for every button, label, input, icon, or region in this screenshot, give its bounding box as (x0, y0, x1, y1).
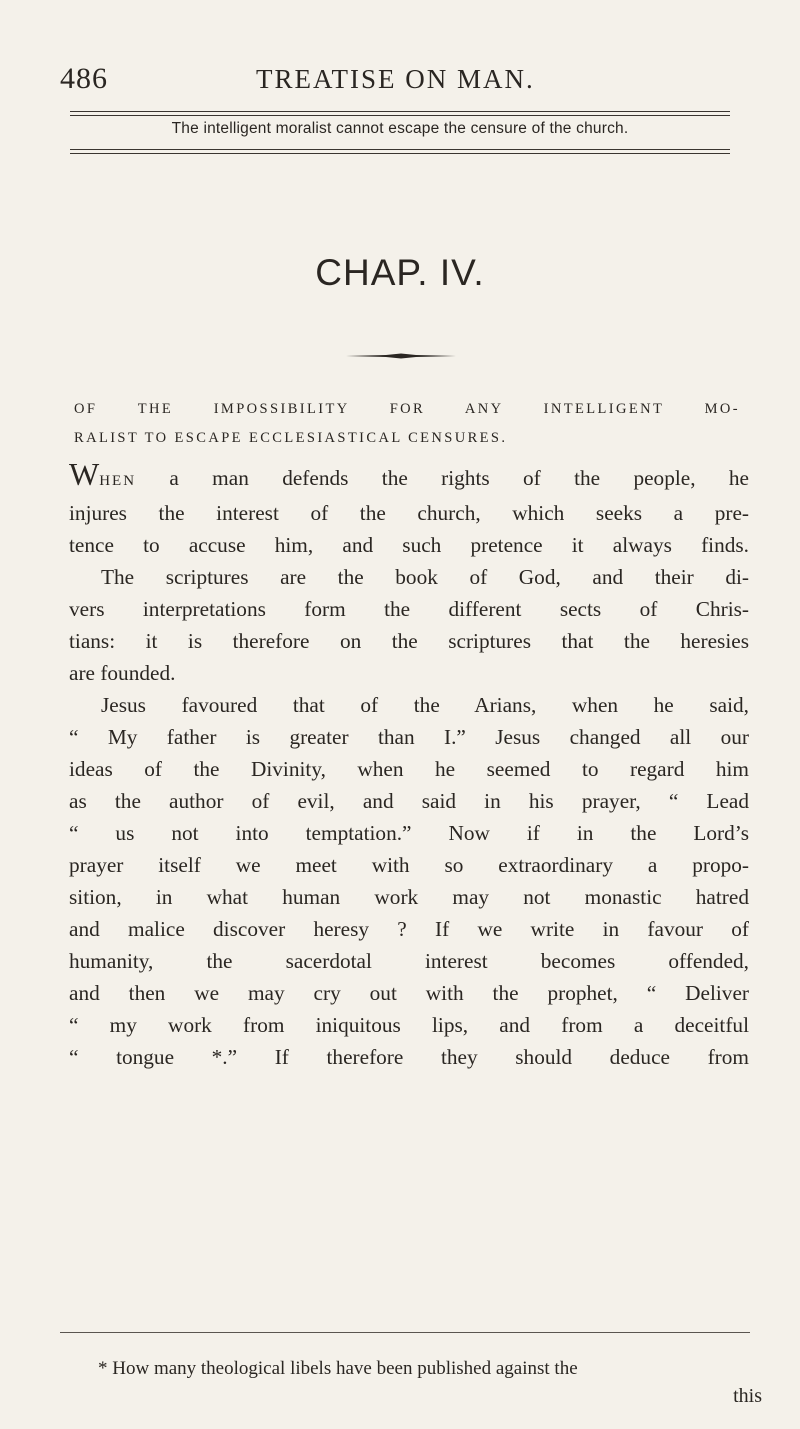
chapter-subtitle (74, 395, 740, 453)
summary-rule-top (70, 149, 730, 150)
body-line: tians: it is therefore on the scriptures that the heresies (69, 629, 749, 653)
body-text (69, 456, 749, 1073)
drop-cap: W (69, 456, 100, 492)
body-line: prayer itself we meet with so extraordinary a propo- (69, 853, 749, 877)
catchword: this (733, 1385, 762, 1407)
body-line: are founded. (69, 661, 176, 685)
header-rule-top (70, 111, 730, 112)
running-head (60, 62, 760, 102)
body-line: Jesus favoured that of the Arians, when he said, (101, 693, 749, 717)
summary-line: The intelligent moralist cannot escape the censure of the church. (171, 120, 629, 137)
body-line: “ My father is greater than I.” Jesus changed all our (69, 725, 749, 749)
body-line: ideas of the Divinity, when he seemed to regard him (69, 757, 749, 781)
footnote: * How many theological libels have been published against the (98, 1358, 578, 1379)
body-line: and malice discover heresy ? If we write in favour of (69, 917, 749, 941)
body-line: “ us not into temptation.” Now if in the Lord’s (69, 821, 749, 845)
body-line-first (69, 456, 749, 497)
summary-rule-bottom (70, 153, 730, 154)
paragraph-3 (69, 689, 749, 1073)
body-line: tence to accuse him, and such pretence it always finds. (69, 533, 749, 557)
body-line: as the author of evil, and said in his prayer, “ Lead (69, 789, 749, 813)
body-line: The scriptures are the book of God, and their di- (101, 565, 749, 589)
ornament-rule (346, 353, 456, 359)
first-line-text: a man defends the rights of the people, he (136, 466, 749, 490)
body-line: “ tongue *.” If therefore they should deduce from (69, 1045, 749, 1069)
body-line: sition, in what human work may not monastic hatred (69, 885, 749, 909)
footnote-rule (60, 1332, 750, 1333)
header-rule-top-inner (70, 115, 730, 116)
paragraph-2 (69, 561, 749, 689)
paragraph-1 (69, 456, 749, 561)
body-line: “ my work from iniquitous lips, and from a deceitful (69, 1013, 749, 1037)
body-line: injures the interest of the church, which seeks a pre- (69, 501, 749, 525)
body-line: humanity, the sacerdotal interest becomes offended, (69, 949, 749, 973)
chapter-title: CHAP. IV. (315, 252, 485, 293)
page-number: 486 (60, 62, 108, 95)
body-line: vers interpretations form the different sects of Chris- (69, 597, 749, 621)
subtitle-line: OF THE IMPOSSIBILITY FOR ANY INTELLIGENT MO- (74, 401, 740, 417)
body-line: and then we may cry out with the prophet, “ Deliver (69, 981, 749, 1005)
subtitle-line: RALIST TO ESCAPE ECCLESIASTICAL CENSURES. (74, 430, 508, 446)
book-title: TREATISE ON MAN. (256, 64, 535, 94)
small-caps-word: HEN (99, 473, 137, 489)
